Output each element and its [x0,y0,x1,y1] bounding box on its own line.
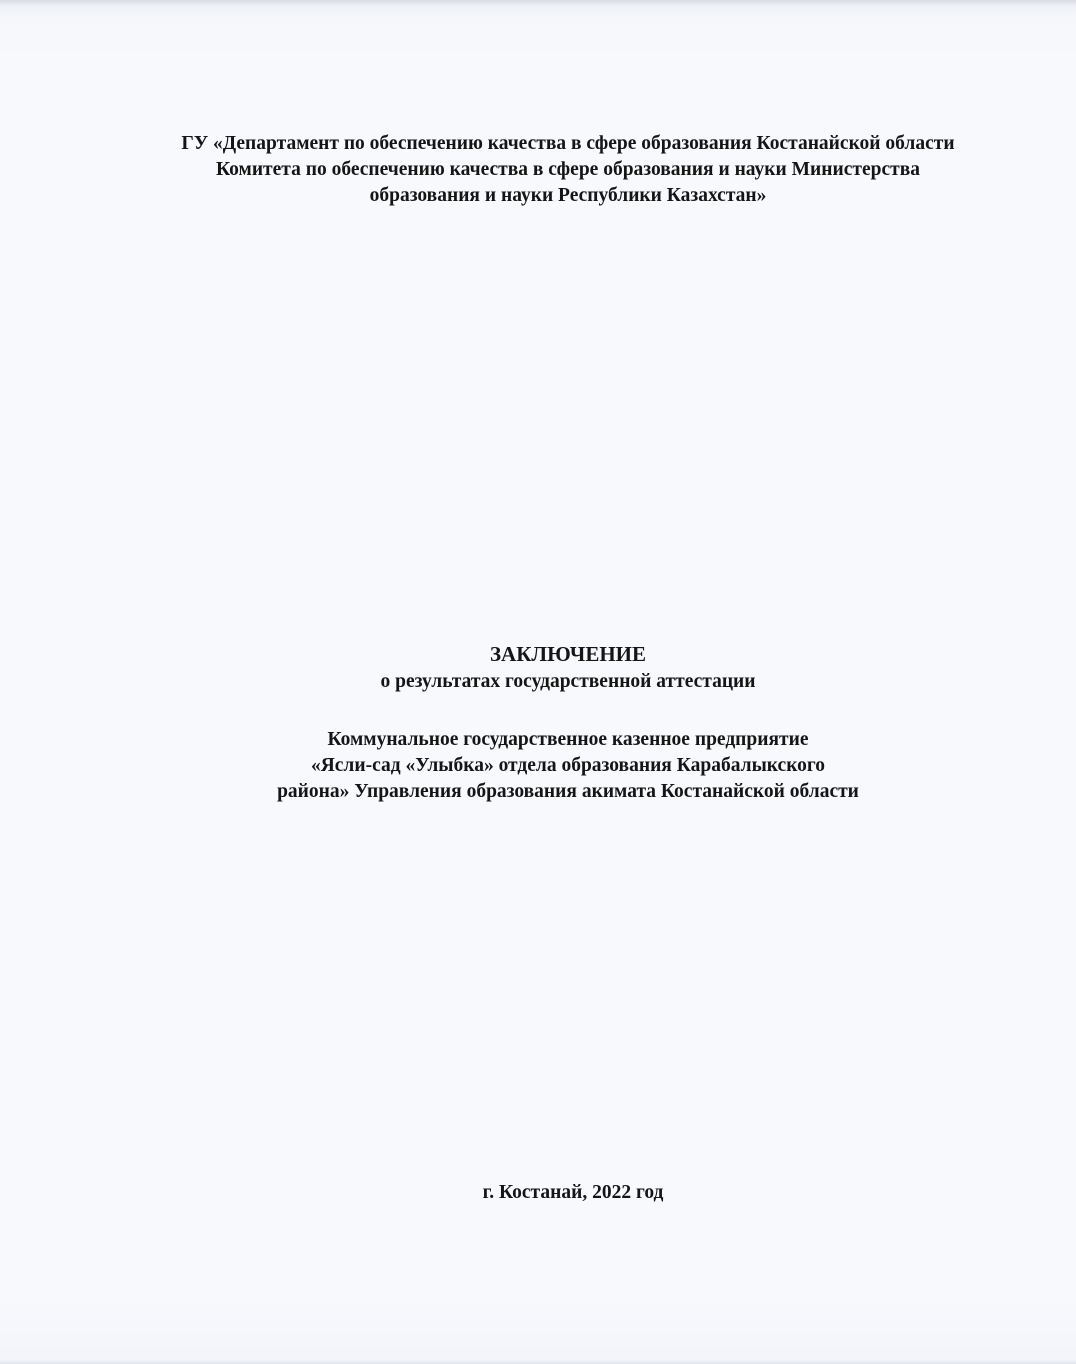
organization-line-3: района» Управления образования акимата Костанайской области [277,781,859,802]
organization-line-1: Коммунальное государственное казенное предприятие [327,729,809,750]
place-and-year: г. Костанай, 2022 год [482,1182,664,1203]
header-line-3: образования и науки Республики Казахстан» [369,185,767,206]
document-footer [0,1180,1076,1206]
header-line-2: Комитета по обеспечению качества в сфере образования и науки Министерства [215,159,921,180]
scan-edge-top [0,0,1076,6]
organization-line-2: «Ясли-сад «Улыбка» отдела образования Карабалыкского [310,755,826,776]
document-title: ЗАКЛЮЧЕНИЕ [489,642,647,666]
document-subtitle: о результатах государственной аттестации [380,671,756,692]
document-title-block [0,640,1076,696]
organization-name [0,727,1076,805]
scan-edge-bottom [0,1360,1076,1364]
header-line-1: ГУ «Департамент по обеспечению качества в сфере образования Костанайской области [181,133,955,154]
document-header [0,131,1076,209]
